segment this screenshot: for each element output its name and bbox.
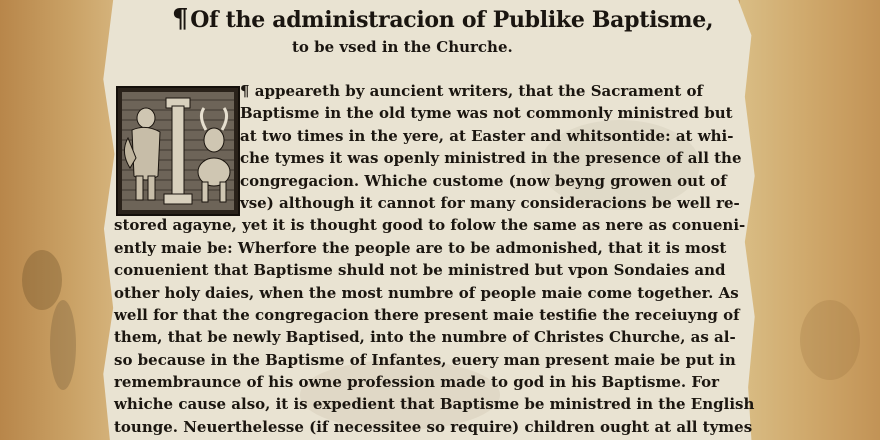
text-line: other holy daies, when the most numbre of people maie come together. As [114, 283, 739, 302]
text-line: conuenient that Baptisme shuld not be ministred but vpon Sondaies and [114, 261, 726, 280]
page-subtitle: to be vsed in the Churche. [292, 38, 513, 56]
text-line: Baptisme in the old tyme was not commonly ministred but [240, 104, 733, 123]
text-line: well for that the congregacion there present maie testifie the receiuyng of [114, 305, 740, 324]
title-text: Of the administracion of Publike Baptisme, [190, 7, 714, 33]
background-paper-right [740, 0, 880, 440]
pilcrow-mark: ¶ [172, 4, 189, 34]
text-line: them, that be newly Baptised, into the numbre of Christes Churche, as al- [114, 328, 736, 347]
text-line: che tymes it was openly ministred in the presence of all the [240, 149, 742, 168]
text-line: ently maie be: Wherfore the people are to be admonished, that it is most [114, 238, 727, 257]
page-title [172, 4, 712, 34]
stain-spot [800, 300, 860, 380]
text-line: stored agayne, yet it is thought good to folow the same as nere as conueni- [114, 216, 746, 235]
text-line: whiche cause also, it is expedient that Baptisme be ministred in the English [114, 395, 755, 414]
stain-spot [50, 300, 76, 390]
text-line: remembraunce of his owne profession made to god in his Baptisme. For [114, 373, 720, 392]
text-line: at two times in the yere, at Easter and whitsontide: at whi- [240, 126, 734, 145]
text-line: tounge. Neuerthelesse (if necessitee so require) children ought at all tymes [114, 417, 753, 436]
stain-spot [22, 250, 62, 310]
body-text [114, 80, 754, 438]
text-line: so because in the Baptisme of Infantes, euery man present maie be put in [114, 350, 736, 369]
text-line: ¶ appeareth by auncient writers, that the Sacrament of [240, 82, 703, 100]
text-line: congregacion. Whiche custome (now beyng growen out of [240, 171, 727, 190]
text-line: vse) although it cannot for many consideracions be well re- [240, 193, 740, 212]
